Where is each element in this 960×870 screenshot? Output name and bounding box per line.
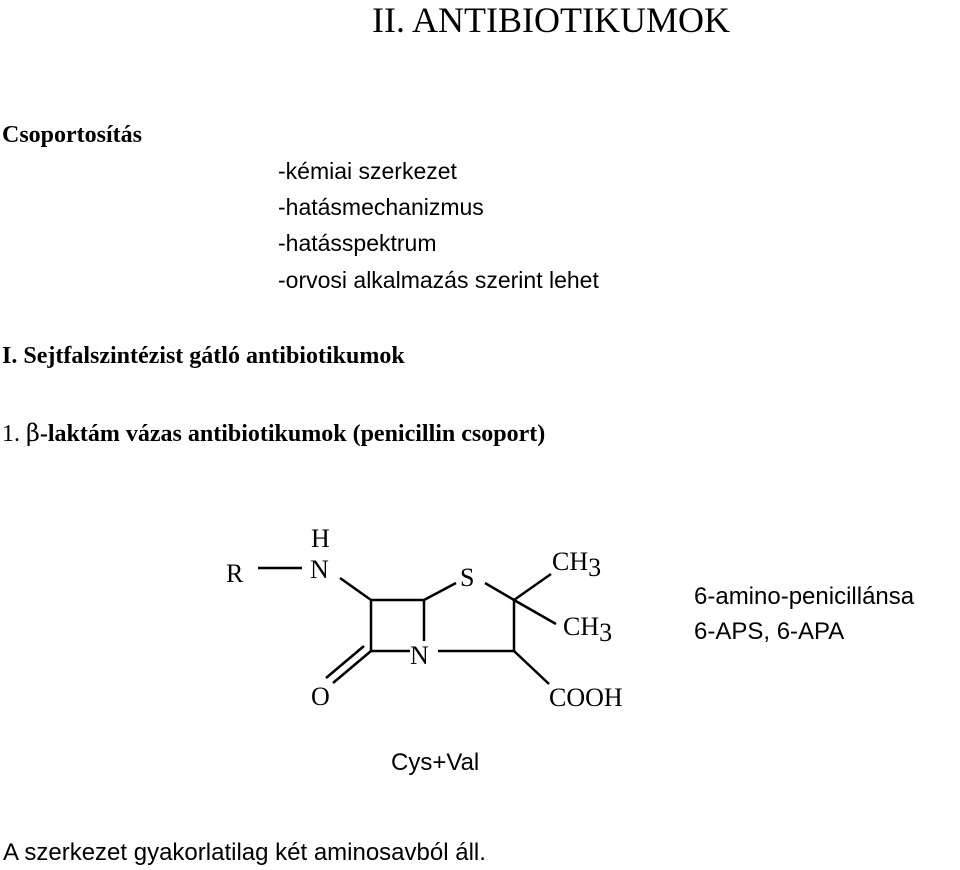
subsection-title: -laktám vázas antibiotikumok (penicillin csoport) (39, 421, 546, 447)
grouping-item-mechanism: -hatásmechanizmus (278, 194, 484, 220)
methyl-top-subscript: 3 (588, 553, 602, 582)
compound-name: 6-amino-penicillánsa (694, 583, 915, 610)
grouping-item-chemical-structure: -kémiai szerkezet (278, 158, 457, 184)
bond-c5-s (424, 583, 456, 600)
atom-h-label: H (311, 524, 330, 553)
grouping-heading: Csoportosítás (2, 122, 143, 148)
subsection-number: 1. (2, 421, 20, 447)
methyl-mid-subscript: 3 (599, 618, 613, 647)
atom-n-amide-label: N (310, 555, 329, 584)
atom-r-label: R (226, 559, 244, 588)
beta-symbol: β (26, 419, 40, 447)
grouping-item-medical-use: -orvosi alkalmazás szerint lehet (278, 267, 599, 293)
compound-abbreviations: 6-APS, 6-APA (694, 618, 845, 645)
bond-c3-cooh (514, 651, 549, 684)
bond-n-c6 (340, 578, 371, 600)
atom-n-ring-label: N (410, 641, 429, 670)
methyl-top-label (552, 547, 601, 582)
page-title: II. ANTIBIOTIKUMOK (372, 0, 730, 40)
carboxyl-label: COOH (549, 683, 623, 712)
bond-c2-ch3-mid (514, 600, 556, 624)
methyl-mid-ch: CH (563, 612, 600, 641)
methyl-top-ch: CH (552, 547, 589, 576)
section-heading: I. Sejtfalszintézist gátló antibiotikumok (2, 343, 405, 369)
methyl-mid-label (563, 612, 612, 647)
footer-note: A szerkezet gyakorlatilag két aminosavból áll. (3, 839, 486, 866)
amino-acid-origin: Cys+Val (391, 749, 480, 776)
atom-s-label: S (460, 563, 475, 592)
grouping-item-spectrum: -hatásspektrum (278, 230, 437, 256)
atom-o-label: O (311, 682, 330, 711)
bond-s-c2 (485, 583, 514, 600)
bond-c2-ch3-top (514, 574, 551, 600)
